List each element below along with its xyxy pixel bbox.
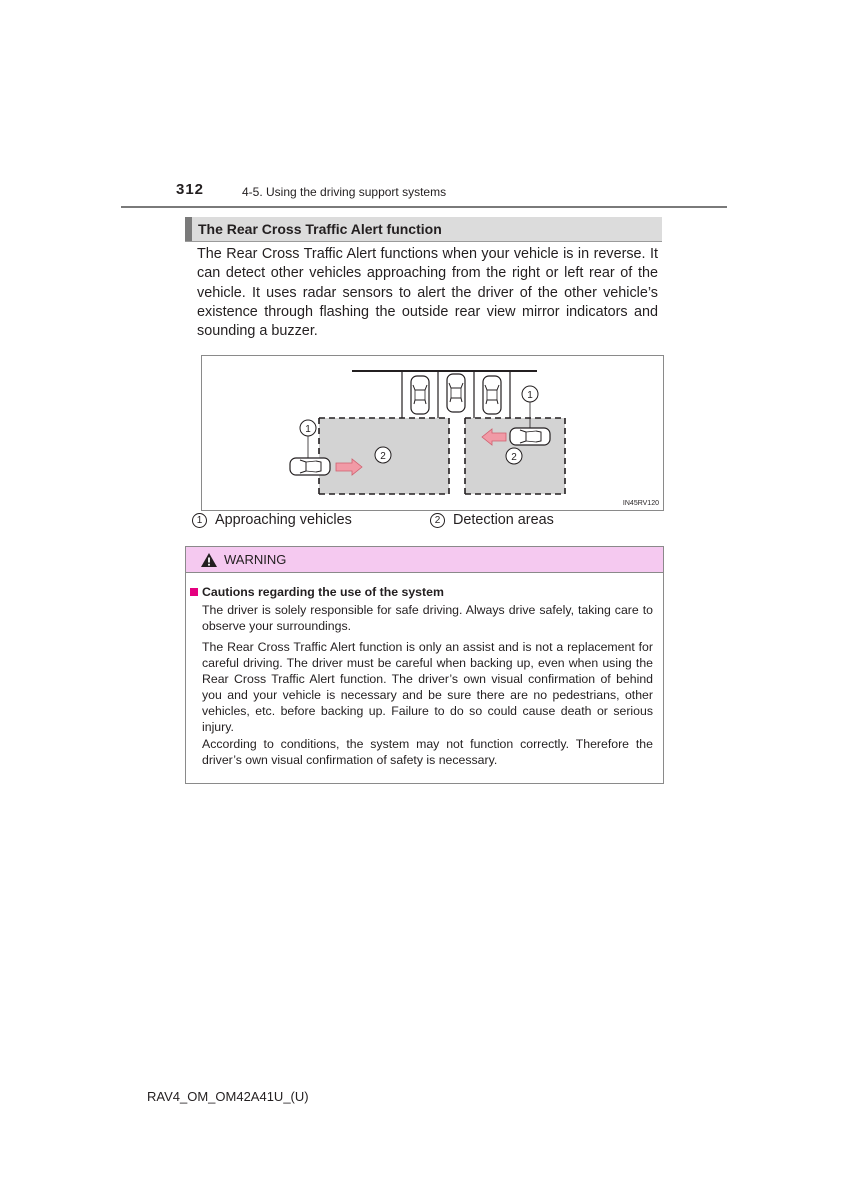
- parked-car-right: [483, 376, 501, 414]
- legend-number-2: 2: [430, 513, 445, 528]
- warning-paragraph: The driver is solely responsible for safe driving. Always drive safely, taking care to observe your surroundings.: [202, 603, 653, 633]
- legend-number-1: 1: [192, 513, 207, 528]
- legend-item-detection: [430, 512, 554, 528]
- rcta-illustration: [201, 355, 664, 511]
- parking-diagram: [202, 356, 663, 510]
- page-number: 312: [176, 181, 205, 198]
- callout-2-right: 2: [511, 452, 517, 463]
- warning-paragraph: According to conditions, the system may not function correctly. Therefore the driver’s own visual confirmation of safety is necessary.: [202, 737, 653, 767]
- warning-subheading: [190, 585, 444, 599]
- legend-item-approaching: [192, 512, 352, 528]
- figure-code: IN45RV120: [622, 500, 659, 507]
- warning-triangle-icon: [200, 552, 218, 568]
- footer-code: RAV4_OM_OM42A41U_(U): [147, 1089, 309, 1104]
- warning-subheading-text: Cautions regarding the use of the system: [202, 585, 444, 599]
- callout-1-right: 1: [527, 390, 533, 401]
- bullet-square-icon: [190, 588, 198, 596]
- warning-header: [186, 547, 663, 573]
- callout-2-left: 2: [380, 451, 386, 462]
- topic-heading-bar: [185, 217, 662, 242]
- warning-box: [185, 546, 664, 784]
- legend-label-detection: Detection areas: [453, 512, 554, 528]
- topic-heading-accent: [185, 217, 192, 241]
- topic-heading: The Rear Cross Traffic Alert function: [198, 221, 442, 237]
- warning-label: WARNING: [224, 552, 287, 567]
- parked-car-left: [411, 376, 429, 414]
- header-divider: [121, 206, 727, 208]
- section-title: 4-5. Using the driving support systems: [242, 185, 447, 199]
- approaching-vehicle-right: [510, 428, 550, 445]
- warning-paragraph: The Rear Cross Traffic Alert function is only an assist and is not a replacement for careful driving. The driver must be careful when backing up, even when using the Rear Cross Traffic Alert function. The driver’s own visual confirmation of behind you and your vehicle is necessary and be sure there are no pedestrians, other vehicles, etc. before backing up. Failure to do so could cause death or serious injury.: [202, 640, 653, 734]
- approaching-vehicle-left: [290, 458, 330, 475]
- legend-label-approaching: Approaching vehicles: [215, 512, 352, 528]
- callout-1-left: 1: [305, 424, 311, 435]
- intro-paragraph: The Rear Cross Traffic Alert functions when your vehicle is in reverse. It can detect other vehicles approaching from the right or left rear of the vehicle. It uses radar sensors to alert the driver of the other vehicle’s existence through flashing the outside rear view mirror indicators and sounding a buzzer.: [197, 246, 658, 340]
- parked-car-reversing: [447, 374, 465, 412]
